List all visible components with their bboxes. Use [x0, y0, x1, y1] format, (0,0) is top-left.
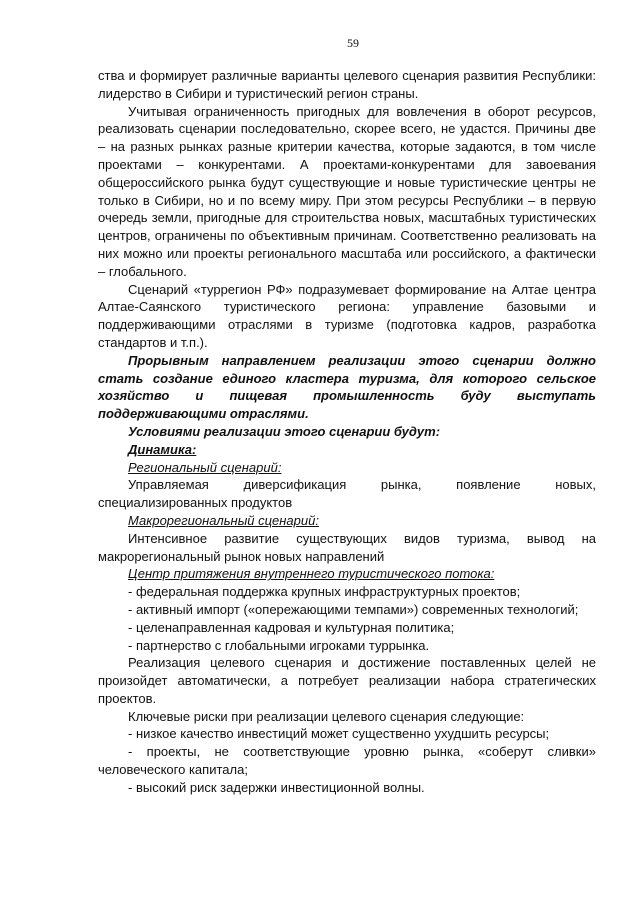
subheading-attraction-center: Центр притяжения внутреннего туристического потока:: [128, 566, 495, 582]
list-item: - низкое качество инвестиций может существенно ухудшить ресурсы;: [128, 726, 550, 742]
page-number: 59: [347, 36, 359, 50]
list-item: - федеральная поддержка крупных инфраструктурных проектов;: [128, 584, 521, 600]
list-item: - высокий риск задержки инвестиционной волны.: [128, 779, 425, 795]
body-text: [98, 67, 596, 797]
heading-dynamics: Динамика:: [128, 441, 197, 457]
list-item: - проекты, не соответствующие уровню рынка, «соберут сливки» человеческого капитала;: [98, 744, 596, 778]
paragraph-regional: Управляемая диверсификация рынка, появление новых, специализированных продуктов: [98, 477, 596, 511]
paragraph-macroregional: Интенсивное развитие существующих видов туризма, вывод на макрорегиональный рынок новых направлений: [98, 530, 596, 564]
list-item: - активный импорт («опережающими темпами») современных технологий;: [128, 601, 579, 617]
paragraph-continuation: ства и формирует различные варианты целевого сценария развития Республики: лидерство в Сибири и туристический регион страны.: [98, 68, 596, 101]
list-item: - партнерство с глобальными игроками туррынка.: [128, 637, 430, 653]
heading-conditions: Условиями реализации этого сценарии будут:: [128, 423, 441, 439]
paragraph-risks: Ключевые риски при реализации целевого сценария следующие:: [128, 708, 525, 724]
paragraph-implementation: Реализация целевого сценария и достижение поставленных целей не произойдет автоматически, а потребует реализации набора стратегических проектов.: [98, 655, 596, 706]
subheading-regional: Региональный сценарий:: [128, 459, 282, 475]
subheading-macroregional: Макрорегиональный сценарий:: [128, 512, 319, 528]
paragraph-scenario: Сценарий «туррегион РФ» подразумевает формирование на Алтае центра Алтае-Саянского туристического региона: управление базовыми и поддерживающими отраслями в туризме (подготовка кадров, разработка стандартов и т.п.).: [98, 281, 596, 350]
paragraph-resources: Учитывая ограниченность пригодных для вовлечения в оборот ресурсов, реализовать сценарии последовательно, скорее всего, не удастся. Причины две – на разных рынках разные критерии качества, которые задаются, в том числе проектами – конкурентами. А проектами-конкурентами для завоевания общероссийского рынка будут существующие и новые туристические центры не только в Сибири, но и по всему миру. При этом ресурсы Республики – в первую очередь земли, пригодные для строительства новых, масштабных туристических центров, ограничены по объективным причинам. Соответственно реализовать на них можно или проекты регионального масштаба или российского, а фактически – глобального.: [98, 103, 596, 279]
list-item: - целенаправленная кадровая и культурная политика;: [128, 619, 455, 635]
paragraph-breakthrough: Прорывным направлением реализации этого сценарии должно стать создание единого кластера туризма, для которого сельское хозяйство и пищевая промышленность буду выступать поддерживающими отраслями.: [98, 352, 596, 422]
